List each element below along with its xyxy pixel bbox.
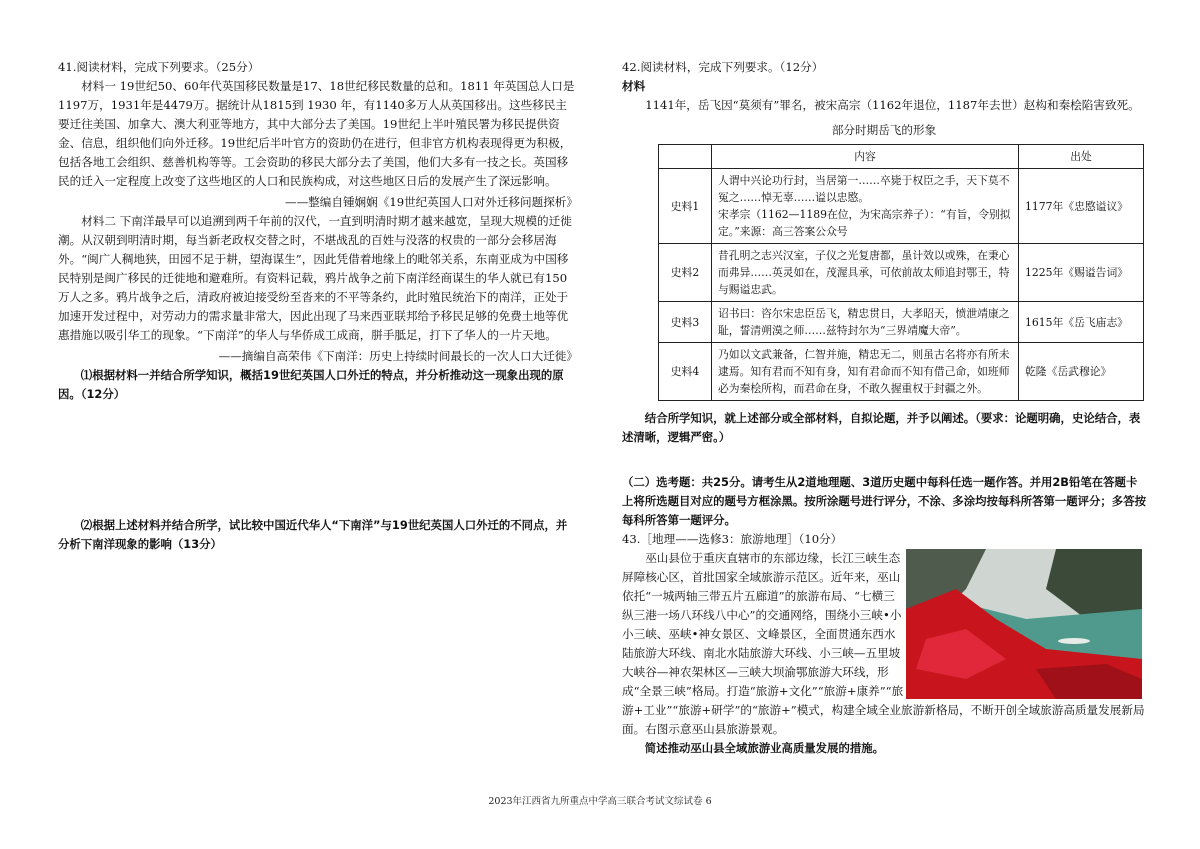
- row-source: 1177年《忠愍谥议》: [1019, 169, 1144, 244]
- answer-space-1: [58, 404, 578, 516]
- wushan-photo: [906, 549, 1146, 701]
- q42-intro: 1141年，岳飞因“莫须有”罪名，被宋高宗（1162年退位，1187年去世）赵构和秦桧陷害致死。: [645, 98, 1140, 112]
- row-content: 乃如以文武兼备，仁智并施，精忠无二，则虽古名将亦有所未逮焉。知有君而不知有身，知有君命而不知有借己命，如班师必为秦桧所构，而君命在身，不敢久握重权于封疆之外。: [712, 343, 1019, 401]
- left-column: [58, 58, 578, 554]
- q43-prompt: 简述推动巫山县全域旅游业高质量发展的措施。: [644, 741, 885, 755]
- table-header-row: [659, 145, 1144, 169]
- table-caption: 部分时期岳飞的形象: [831, 123, 937, 137]
- q43-title: 43.［地理——选修3：旅游地理］（10分）: [622, 532, 843, 546]
- table-row: [659, 169, 1144, 244]
- row-source: 1225年《赐谥告词》: [1019, 244, 1144, 302]
- table-row: [659, 244, 1144, 302]
- page-footer: 2023年江西省九所重点中学高三联合考试文综试卷 6: [488, 796, 712, 807]
- row-content: 昔孔明之志兴汉室，子仪之光复唐都，虽计效以或殊，在秉心而弗异……英灵如在，茂渥具承，可依前故太师追封鄂王，特与赐谥忠武。: [712, 244, 1019, 302]
- table-row: [659, 302, 1144, 343]
- q42-prompt: 结合所学知识，就上述部分或全部材料，自拟论题，并予以阐述。（要求：论题明确，史论结合，表述清晰，逻辑严密。）: [622, 411, 1141, 444]
- row-content: 诏书曰：咨尔宋忠臣岳飞，精忠贯日，大孝昭天，愤泄靖康之耻，誓清朔漠之师……兹特封尔为“三界靖魔大帝”。: [712, 302, 1019, 343]
- row-source: 乾隆《岳武穆论》: [1019, 343, 1144, 401]
- row-label: 史料3: [659, 302, 712, 343]
- q43-body: [622, 549, 1146, 758]
- question-41-1: ⑴根据材料一并结合所学知识，概括19世纪英国人口外迁的特点，并分析推动这一现象出现的原因。（12分）: [58, 368, 564, 401]
- elective-instructions: （二）选考题：共25分。请考生从2道地理题、3道历史题中每科任选一题作答。并用2B铅笔在答题卡上将所选题目对应的题号方框涂黑。按所涂题号进行评分，不涂、多涂均按每科所答第一题评分；多答按每科所答第一题评分。: [622, 475, 1146, 527]
- row-label: 史料1: [659, 169, 712, 244]
- header-source: 出处: [1019, 145, 1144, 169]
- material-two-source: ——摘编自高荣伟《下南洋：历史上持续时间最长的一次人口大迁徙》: [218, 349, 578, 363]
- question-41-2: ⑵根据上述材料并结合所学，试比较中国近代华人“下南洋”与19世纪英国人口外迁的不同点，并分析下南洋现象的影响（13分）: [58, 518, 568, 551]
- material-label: 材料: [622, 79, 646, 93]
- q42-title: 42.阅读材料，完成下列要求。（12分）: [622, 60, 824, 74]
- material-one-source: ——整编自锺娴娴《19世纪英国人口对外迁移问题探析》: [284, 195, 578, 209]
- row-label: 史料4: [659, 343, 712, 401]
- spacer: [622, 447, 1146, 473]
- landscape-image: [906, 549, 1142, 699]
- q41-title: 41.阅读材料，完成下列要求。（25分）: [58, 60, 260, 74]
- material-one: 材料一 19世纪50、60年代英国移民数量是17、18世纪移民数量的总和。1811 年英国总人口是1197万，1931年是4479万。据统计从1815到 1930 年，有1140多万人从英国移出。这些移民主要迁往美国、加拿大、澳大利亚等地方，其中大部分去了美国。19世纪上半叶殖民署为移民提供资金、信息，组织他们向外迁移。19世纪后半叶官方的资助仍在进行，但非官方机构表现得更为积极，包括各地工会组织、慈善机构等等。工会资助的移民大部分去了美国，他们大多有一技之长。英国移民的迁入一定程度上改变了这些地区的人口和民族构成，对这些地区日后的发展产生了深远影响。: [58, 79, 575, 188]
- material-two: 材料二 下南洋最早可以追溯到两千年前的汉代，一直到明清时期才越来越宽，呈现大规模的迁徙潮。从汉朝到明清时期，每当新老政权交替之时，不堪战乱的百姓与没落的权贵的一部分会移居海外。“闽广人稠地狭，田园不足于耕，望海谋生”，因此凭借着地缘上的毗邻关系，东南亚成为中国移民特别是闽广移民的迁徙地和避难所。有资料记载，鸦片战争之前下南洋经商谋生的华人就已有150万人之多。鸦片战争之后，清政府被迫接受纷至沓来的不平等条约，此时殖民统治下的南洋，正处于加速开发过程中，对劳动力的需求量非常大，因此出现了马来西亚联邦给予移民足够的免费土地等优惠措施以吸引华工的现象。“下南洋”的华人与华侨成工成商，胼手胝足，打下了华人的一片天地。: [58, 214, 572, 342]
- q43-text: 巫山县位于重庆直辖市的东部边缘，长江三峡生态屏障核心区，首批国家全域旅游示范区。近年来，巫山依托“一城两轴三带五片五廊道”的旅游布局、“七横三纵三港一场八环线八中心”的交通网络，围绕小三峡•小小三峡、巫峡•神女景区、文峰景区，全面贯通东西水陆旅游大环线、南北水陆旅游大环线、小三峡—五里坡大峡谷—神农架林区—三峡大坝渝鄂旅游大环线，形成“全景三峡”格局。打造“旅游+文化”“旅游+康养”“旅游+工业”“旅游+研学”的“旅游+”模式，构建全域全业旅游新格局，不断开创全域旅游高质量发展新局面。右图示意巫山县旅游景观。: [622, 551, 1145, 736]
- table-row: [659, 343, 1144, 401]
- yue-fei-table: [658, 144, 1144, 401]
- row-content: 人谓中兴论功行封，当居第一……卒毙于权臣之手，天下莫不冤之……悼无辜……谥以忠愍。 宋孝宗（1162—1189在位，为宋高宗养子）：“有旨，令别拟定。”来源：高三答案公众号: [712, 169, 1019, 244]
- row-label: 史料2: [659, 244, 712, 302]
- header-content: 内容: [712, 145, 1019, 169]
- row-source: 1615年《岳飞庙志》: [1019, 302, 1144, 343]
- right-column: [622, 58, 1146, 758]
